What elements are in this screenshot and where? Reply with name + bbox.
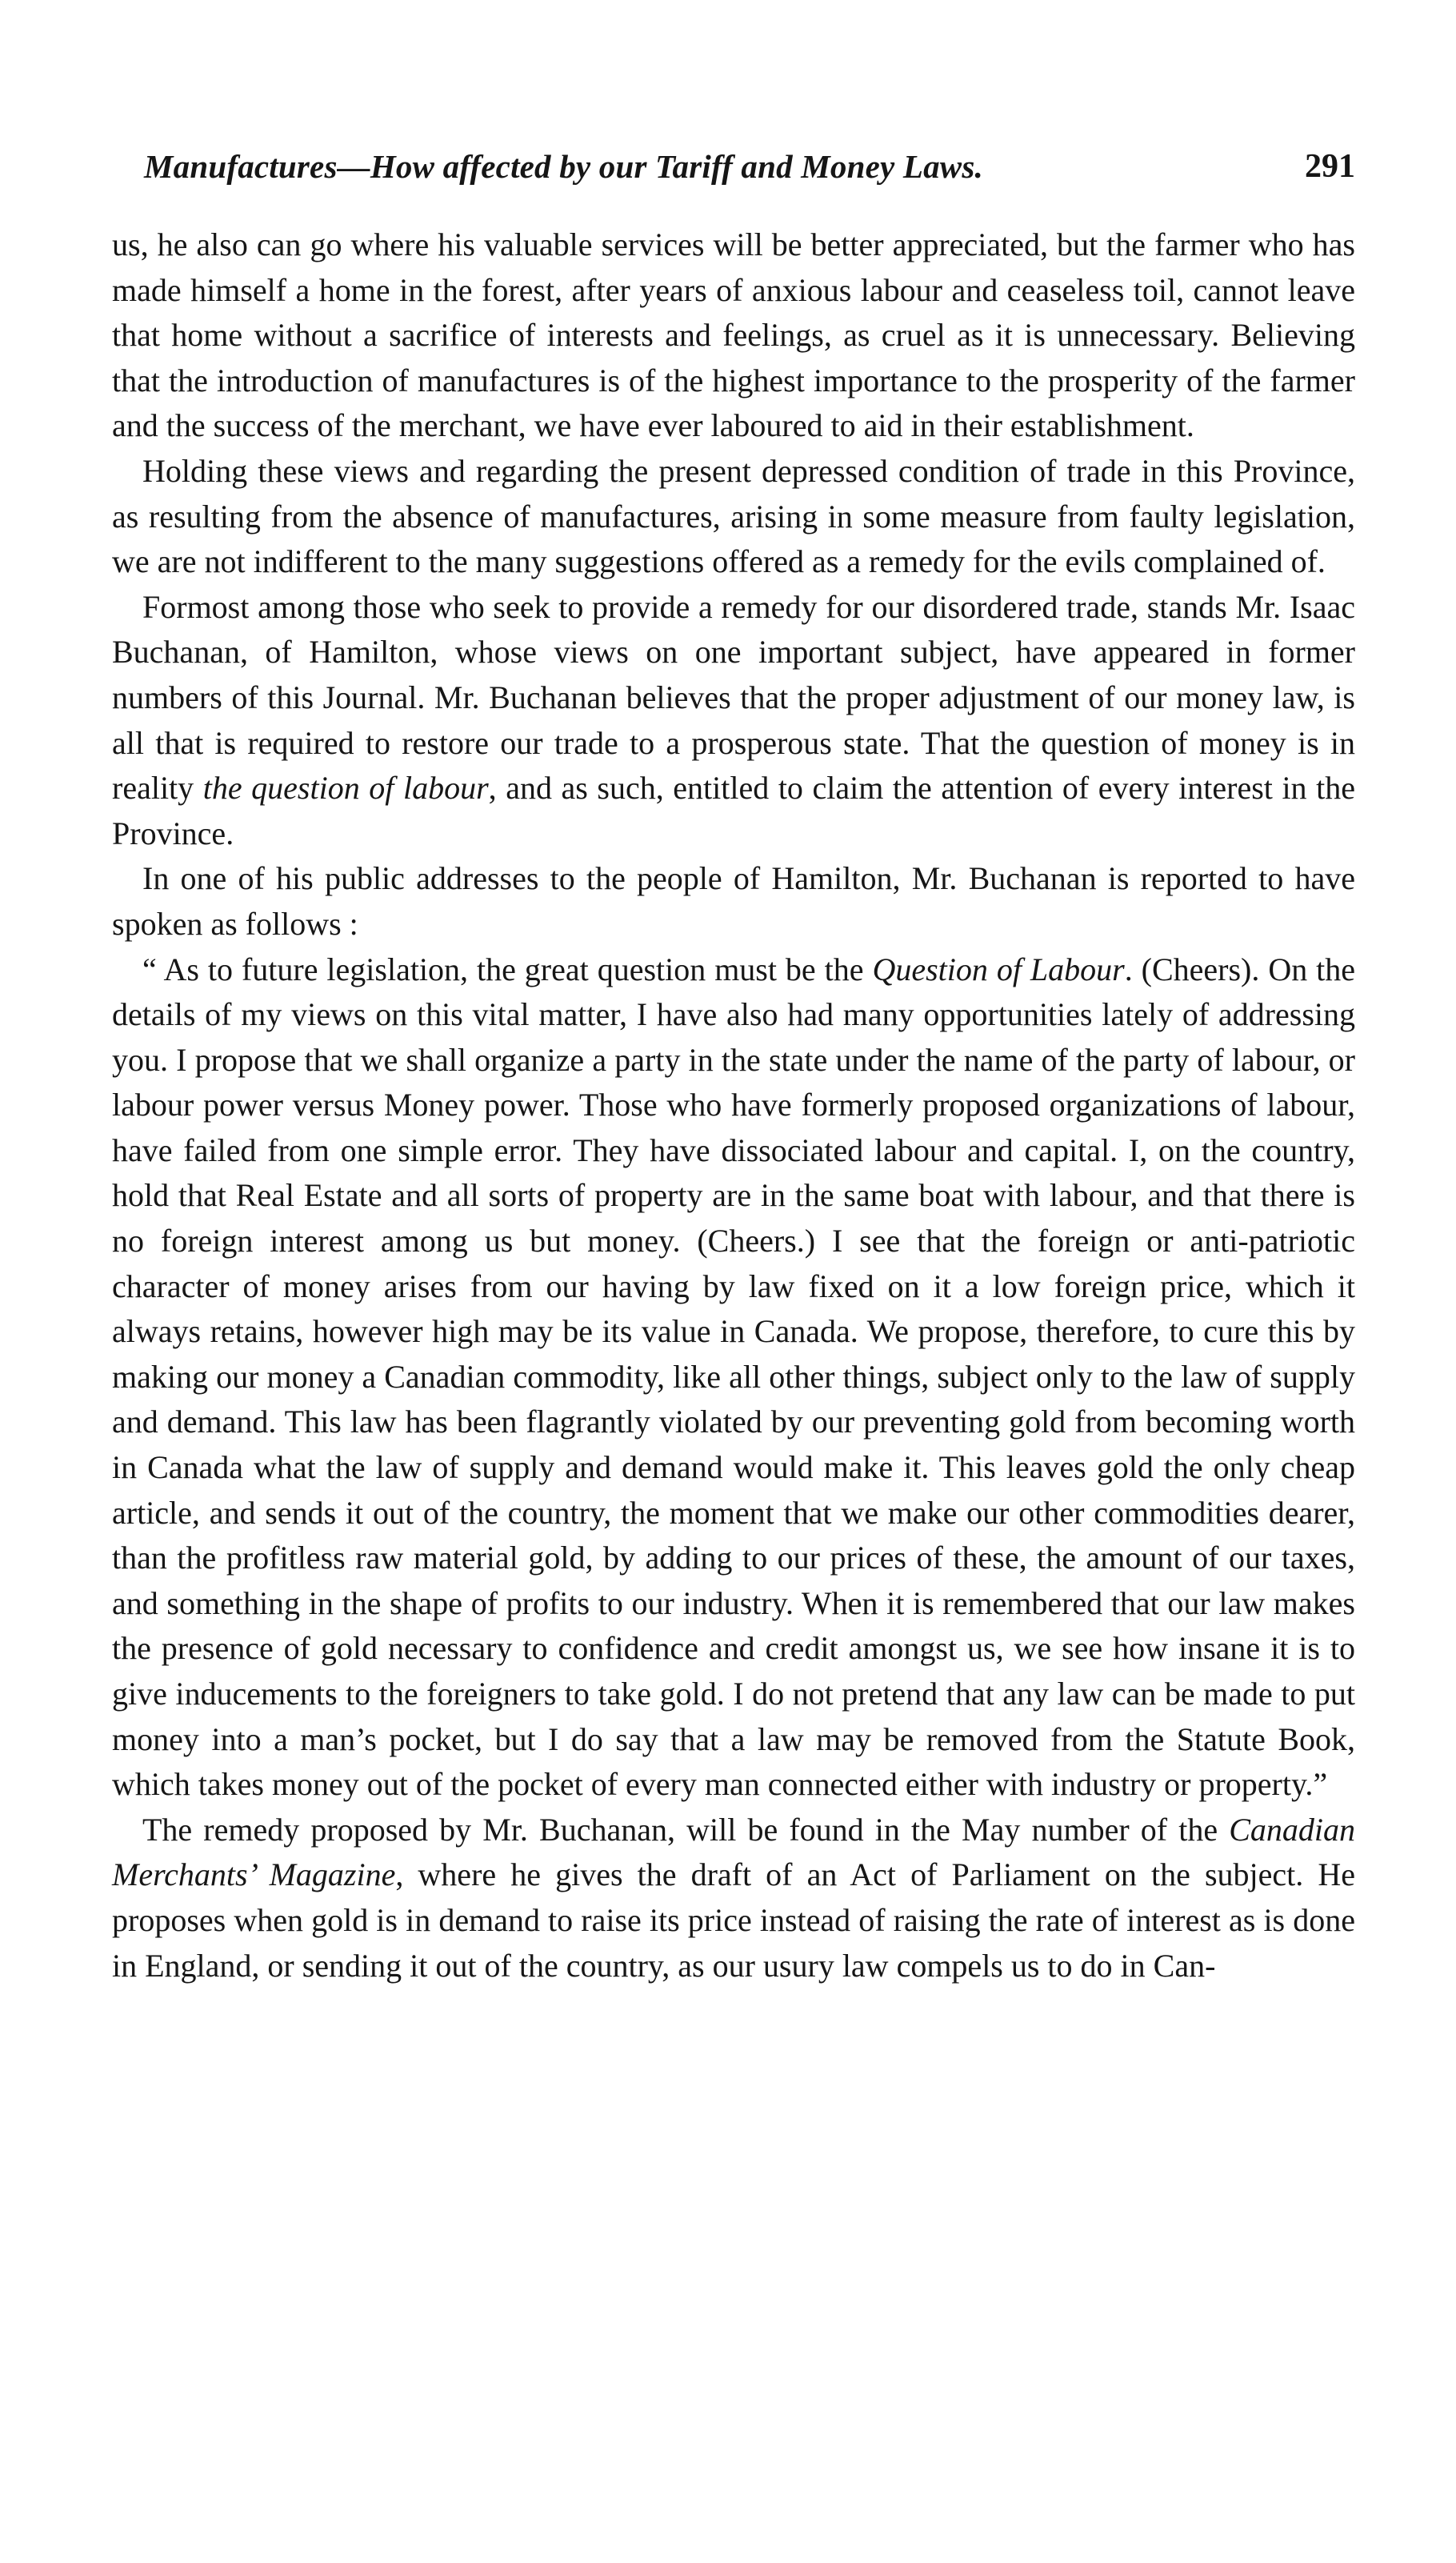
paragraph-6-text-a: The remedy proposed by Mr. Buchanan, will be found in the May number of the (142, 1811, 1230, 1848)
paragraph-1-text: us, he also can go where his valuable services will be better appreciated, but the farmer who has made himself a home in the forest, after years of anxious labour and ceaseless toil, cannot leave that home without a sacrifice of interests and feelings, as cruel as it is unnecessary. Believing that the introduction of manufactures is of the highest importance to the prosperity of the farmer and the success of the merchant, we have ever laboured to aid in their establishment. (112, 226, 1355, 444)
paragraph-3-italic: the question of labour (202, 770, 489, 807)
paragraph-3-text-a: Formost among those who seek to provide a remedy for our disordered trade, stands Mr. Isaac Buchanan, of Hamilton, whose views on one important subject, have appeared in former numbers of this Journal. Mr. Buchanan believes that the proper adjustment of our money law, is all that is required to restore our trade to a prosperous state. That the question of money is in reality (112, 588, 1355, 807)
paragraph-6-italic: Canadian Merchants’ Magazine (112, 1811, 1355, 1893)
paragraph-3 (112, 585, 1355, 857)
quotation-paragraph (112, 947, 1355, 1808)
paragraph-6-text-b: , where he gives the draft of an Act of Parliament on the subject. He proposes when gold is in demand to raise its price instead of raising the rate of interest as is done in England, or sending it out of the country, as our usury law compels us to do in Can- (112, 1856, 1355, 1984)
paragraph-2 (112, 449, 1355, 585)
running-head (144, 142, 1355, 190)
paragraph-4 (112, 856, 1355, 947)
page-number: 291 (1305, 148, 1355, 185)
quotation-text-a: “ As to future legislation, the great question must be the (142, 951, 873, 987)
quotation-text-b: . (Cheers). On the details of my views on this vital matter, I have also had many opportunities lately of addressing you. I propose that we shall organize a party in the state under the name of the party of labour, or labour power versus Money power. Those who have formerly proposed organizations of labour, have failed from one simple error. They have dissociated labour and capital. I, on the country, hold that Real Estate and all sorts of property are in the same boat with labour, and that there is no foreign interest among us but money. (Cheers.) I see that the foreign or anti-patriotic character of money arises from our having by law fixed on it a low foreign price, which it always retains, however high may be its value in Canada. We propose, therefore, to cure this by making our money a Canadian commodity, like all other things, subject only to the law of supply and demand. This law has been flagrantly violated by our preventing gold from becoming worth in Canada what the law of supply and demand would make it. This leaves gold the only cheap article, and sends it out of the country, the moment that we make our other commodities dearer, than the profitless raw material gold, by adding to our prices of these, the amount of our taxes, and something in the shape of profits to our industry. When it is remembered that our law makes the presence of gold necessary to confidence and credit amongst us, we see how insane it is to give inducements to the foreigners to take gold. I do not pretend that any law can be made to put money into a man’s pocket, but I do say that a law may be removed from the Statute Book, which takes money out of the pocket of every man connected either with industry or property.” (112, 951, 1356, 1803)
paragraph-1 (112, 222, 1355, 449)
paragraph-4-text: In one of his public addresses to the people of Hamilton, Mr. Buchanan is reported to have spoken as follows : (112, 860, 1355, 942)
paragraph-3-text-b: , and as such, entitled to claim the attention of every interest in the Province. (112, 770, 1355, 851)
running-title: Manufactures—How affected by our Tariff and Money Laws. (144, 148, 983, 185)
quotation-italic: Question of Labour (872, 951, 1125, 987)
body-text (112, 222, 1355, 2487)
paragraph-6 (112, 1808, 1355, 1988)
paragraph-2-text: Holding these views and regarding the present depressed condition of trade in this Province, as resulting from the absence of manufactures, arising in some measure from faulty legislation, we are not indifferent to the many suggestions offered as a remedy for the evils complained of. (112, 452, 1355, 580)
